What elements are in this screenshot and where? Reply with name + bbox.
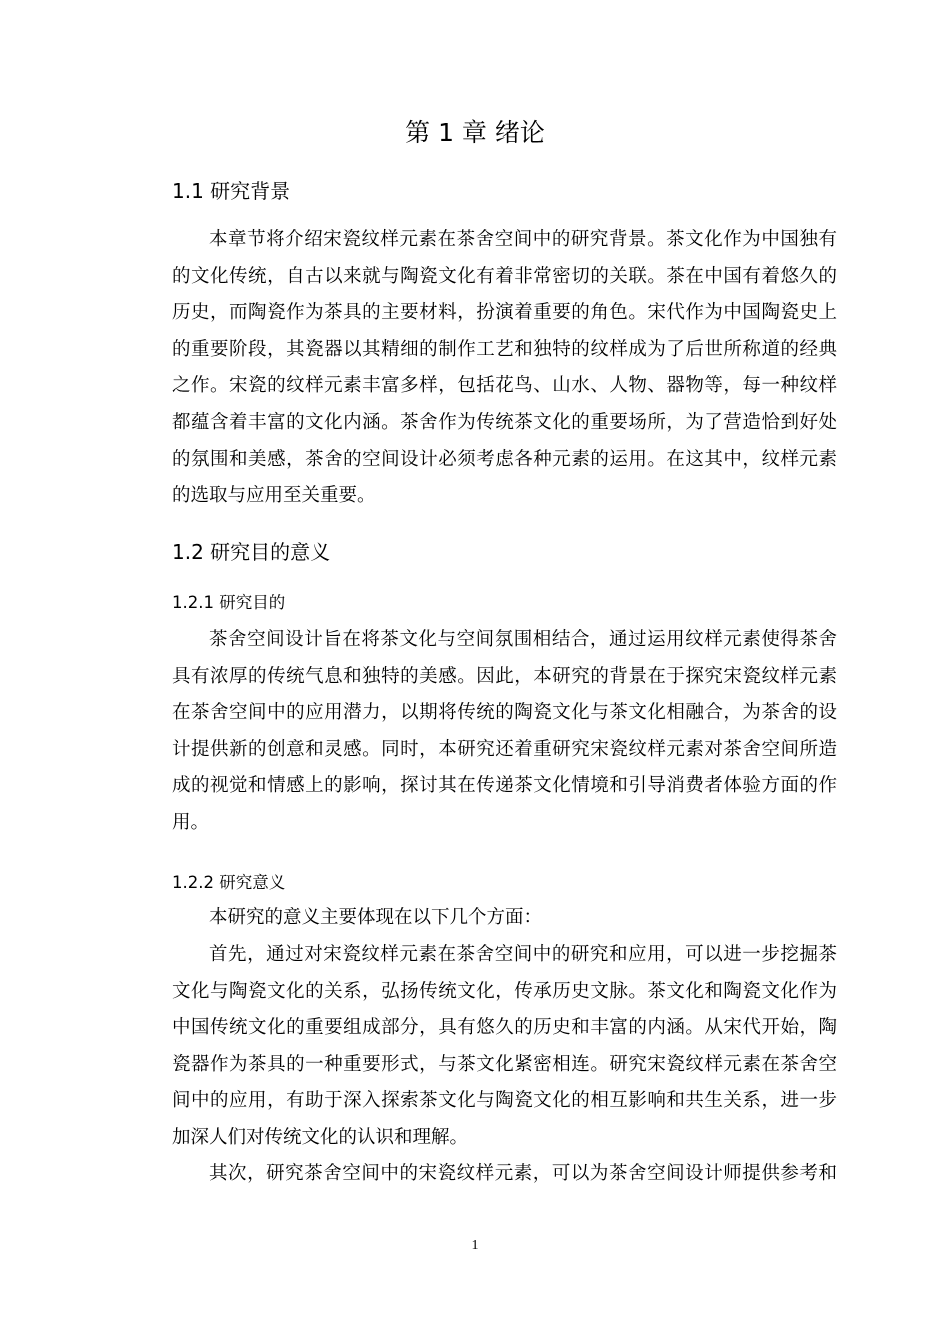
text-line: 的文化传统，自古以来就与陶瓷文化有着非常密切的关联。茶在中国有着悠久的 [172, 265, 837, 287]
text-line: 的氛围和美感，茶舍的空间设计必须考虑各种元素的运用。在这其中，纹样元素 [172, 448, 837, 470]
text-line: 具有浓厚的传统气息和独特的美感。因此，本研究的背景在于探究宋瓷纹样元素 [172, 665, 837, 687]
paragraph [172, 937, 837, 1157]
text-line: 的选取与应用至关重要。 [172, 485, 376, 507]
text-line: 用。 [172, 811, 210, 833]
subsection-heading-1-2-2: 1.2.2 研究意义 [172, 873, 286, 892]
section-heading-1-2: 1.2 研究目的意义 [172, 540, 331, 564]
text-line: 间中的应用，有助于深入探索茶文化与陶瓷文化的相互影响和共生关系，进一步 [172, 1090, 837, 1112]
paragraph [172, 622, 837, 842]
subsection-heading-1-2-1: 1.2.1 研究目的 [172, 593, 286, 612]
text-line: 加深人们对传统文化的认识和理解。 [172, 1126, 469, 1148]
text-line: 其次，研究茶舍空间中的宋瓷纹样元素，可以为茶舍空间设计师提供参考和 [209, 1163, 837, 1184]
text-line: 计提供新的创意和灵感。同时，本研究还着重研究宋瓷纹样元素对茶舍空间所造 [172, 738, 837, 760]
text-line: 首先，通过对宋瓷纹样元素在茶舍空间中的研究和应用，可以进一步挖掘茶 [209, 944, 837, 965]
text-line: 本章节将介绍宋瓷纹样元素在茶舍空间中的研究背景。茶文化作为中国独有 [209, 229, 837, 250]
chapter-title: 第 1 章 绪论 [405, 118, 545, 147]
page-number: 1 [471, 1238, 479, 1253]
text-line: 茶舍空间设计旨在将茶文化与空间氛围相结合，通过运用纹样元素使得茶舍 [209, 629, 837, 650]
text-line: 之作。宋瓷的纹样元素丰富多样，包括花鸟、山水、人物、器物等，每一种纹样 [172, 375, 837, 397]
text-line: 文化与陶瓷文化的关系，弘扬传统文化，传承历史文脉。茶文化和陶瓷文化作为 [172, 980, 837, 1002]
text-line: 成的视觉和情感上的影响，探讨其在传递茶文化情境和引导消费者体验方面的作 [172, 775, 837, 797]
paragraph [172, 222, 837, 515]
text-line: 的重要阶段，其瓷器以其精细的制作工艺和独特的纹样成为了后世所称道的经典 [172, 338, 837, 360]
text-line: 中国传统文化的重要组成部分，具有悠久的历史和丰富的内涵。从宋代开始，陶 [172, 1017, 837, 1039]
section-heading-1-1: 1.1 研究背景 [172, 179, 291, 203]
text-line: 本研究的意义主要体现在以下几个方面： [209, 907, 543, 928]
text-line: 在茶舍空间中的应用潜力，以期将传统的陶瓷文化与茶文化相融合，为茶舍的设 [172, 702, 837, 724]
text-line: 瓷器作为茶具的一种重要形式，与茶文化紧密相连。研究宋瓷纹样元素在茶舍空 [172, 1053, 837, 1075]
paragraph [172, 1156, 837, 1193]
paragraph [172, 900, 837, 937]
text-line: 历史，而陶瓷作为茶具的主要材料，扮演着重要的角色。宋代作为中国陶瓷史上 [172, 302, 837, 324]
text-line: 都蕴含着丰富的文化内涵。茶舍作为传统茶文化的重要场所，为了营造恰到好处 [172, 411, 837, 433]
